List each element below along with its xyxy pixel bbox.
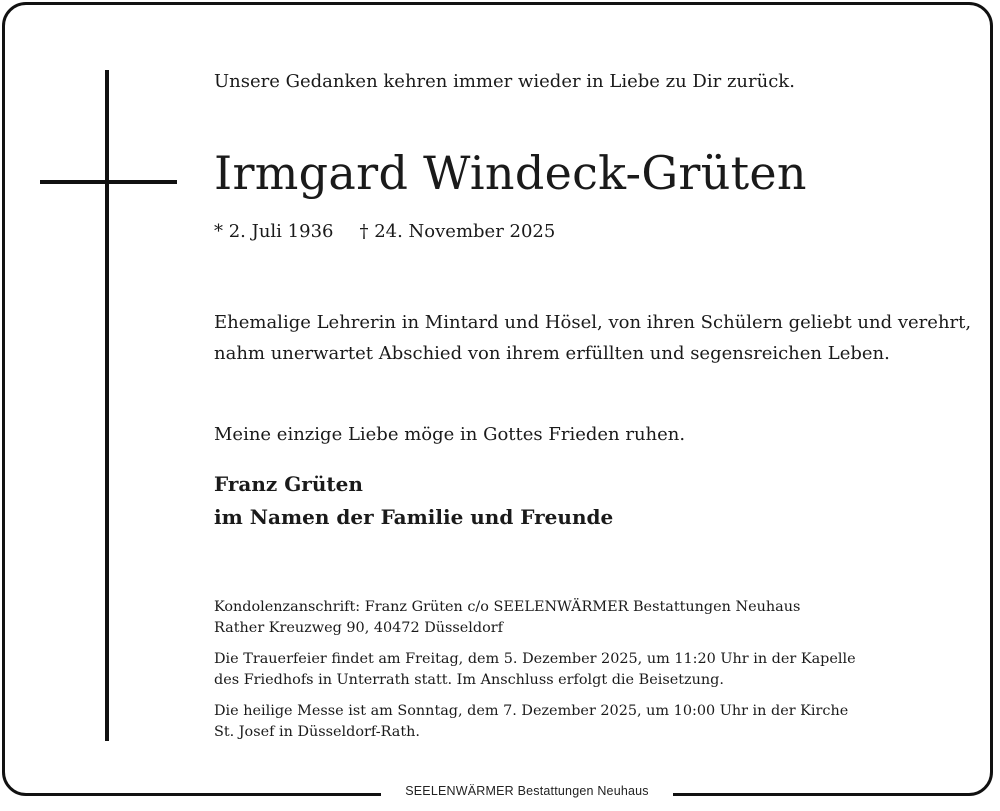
- deceased-name: Irmgard Windeck-Grüten: [214, 146, 807, 200]
- birth-date: * 2. Juli 1936: [214, 221, 334, 242]
- funeral-info: [214, 649, 856, 691]
- signature: [214, 468, 613, 534]
- condolence-address: [214, 597, 800, 639]
- mass-line: St. Josef in Düsseldorf-Rath.: [214, 724, 420, 740]
- life-dates: [214, 221, 555, 242]
- verse: Meine einzige Liebe möge in Gottes Frieden ruhen.: [214, 424, 686, 445]
- biography: [214, 307, 971, 369]
- footer-undertaker: SEELENWÄRMER Bestattungen Neuhaus: [381, 782, 673, 804]
- mass-info: [214, 701, 848, 743]
- condolence-line: Rather Kreuzweg 90, 40472 Düsseldorf: [214, 620, 503, 636]
- biography-line: nahm unerwartet Abschied von ihrem erfüllten und segensreichen Leben.: [214, 343, 890, 364]
- funeral-line: des Friedhofs in Unterrath statt. Im Anschluss erfolgt die Beisetzung.: [214, 672, 724, 688]
- cross-vertical-bar: [105, 70, 109, 741]
- mass-line: Die heilige Messe ist am Sonntag, dem 7. Dezember 2025, um 10:00 Uhr in der Kirche: [214, 703, 849, 719]
- motto: Unsere Gedanken kehren immer wieder in Liebe zu Dir zurück.: [214, 71, 795, 92]
- condolence-line: Kondolenzanschrift: Franz Grüten c/o SEELENWÄRMER Bestattungen Neuhaus: [214, 599, 801, 615]
- biography-line: Ehemalige Lehrerin in Mintard und Hösel, von ihren Schülern geliebt und verehrt,: [214, 312, 972, 333]
- funeral-line: Die Trauerfeier findet am Freitag, dem 5. Dezember 2025, um 11:20 Uhr in der Kapelle: [214, 651, 856, 667]
- cross-horizontal-bar: [40, 180, 177, 184]
- signature-family: im Namen der Familie und Freunde: [214, 505, 614, 529]
- signature-name: Franz Grüten: [214, 472, 363, 496]
- death-date: † 24. November 2025: [359, 221, 556, 242]
